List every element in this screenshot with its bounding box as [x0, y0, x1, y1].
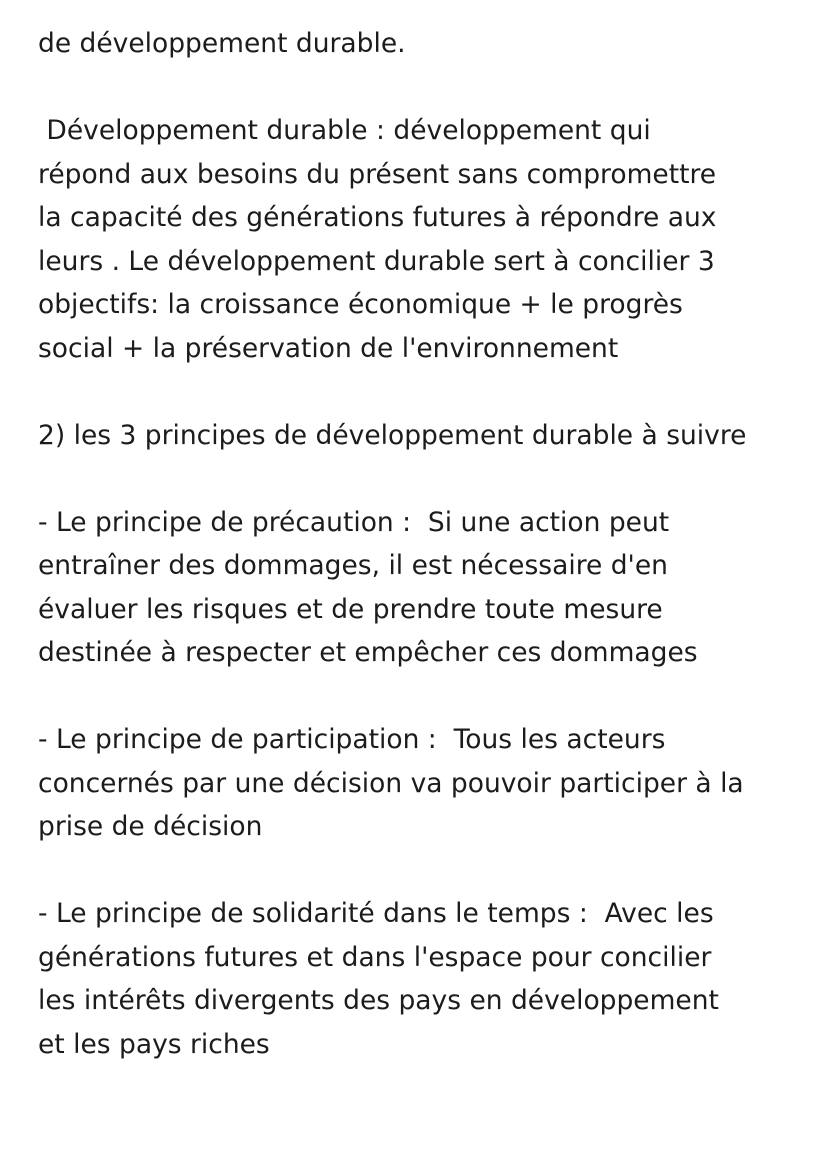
text-line: la capacité des générations futures à répondre aux: [38, 202, 717, 233]
paragraph-gap: [38, 675, 818, 719]
paragraph-gap: [38, 66, 818, 110]
text-line: - Le principe de précaution : Si une action peut: [38, 506, 670, 538]
text-line: les intérêts divergents des pays en développement: [38, 985, 719, 1016]
section-heading: [38, 414, 818, 458]
text-line: destinée à respecter et empêcher ces dommages: [38, 637, 698, 668]
text-line: générations futures et dans l'espace pour concilier: [38, 941, 712, 973]
paragraph-solidarite: [38, 892, 818, 1066]
text-line: répond aux besoins du présent sans compromettre: [38, 158, 717, 190]
paragraph-precaution: [38, 501, 818, 675]
text-line: objectifs: la croissance économique + le progrès: [38, 289, 683, 320]
paragraph-participation: [38, 718, 818, 849]
text-line: évaluer les risques et de prendre toute mesure: [38, 593, 663, 625]
text-line: leurs . Le développement durable sert à concilier 3: [38, 245, 715, 277]
paragraph-intro-tail: [38, 22, 818, 66]
text-line: Développement durable : développement qui: [38, 115, 651, 146]
paragraph-gap: [38, 457, 818, 501]
text-line: - Le principe de participation : Tous les acteurs: [38, 724, 666, 755]
text-line: concernés par une décision va pouvoir participer à la: [38, 767, 744, 799]
paragraph-definition: [38, 109, 818, 370]
text-line: - Le principe de solidarité dans le temps : Avec les: [38, 898, 714, 929]
text-line: et les pays riches: [38, 1028, 270, 1060]
text-line: 2) les 3 principes de développement durable à suivre: [38, 419, 747, 451]
text-line: de développement durable.: [38, 28, 406, 59]
paragraph-gap: [38, 849, 818, 893]
text-line: prise de décision: [38, 811, 263, 842]
paragraph-gap: [38, 370, 818, 414]
text-line: entraîner des dommages, il est nécessaire d'en: [38, 550, 668, 581]
note-body: [38, 22, 818, 1066]
text-line: social + la préservation de l'environnement: [38, 332, 619, 364]
